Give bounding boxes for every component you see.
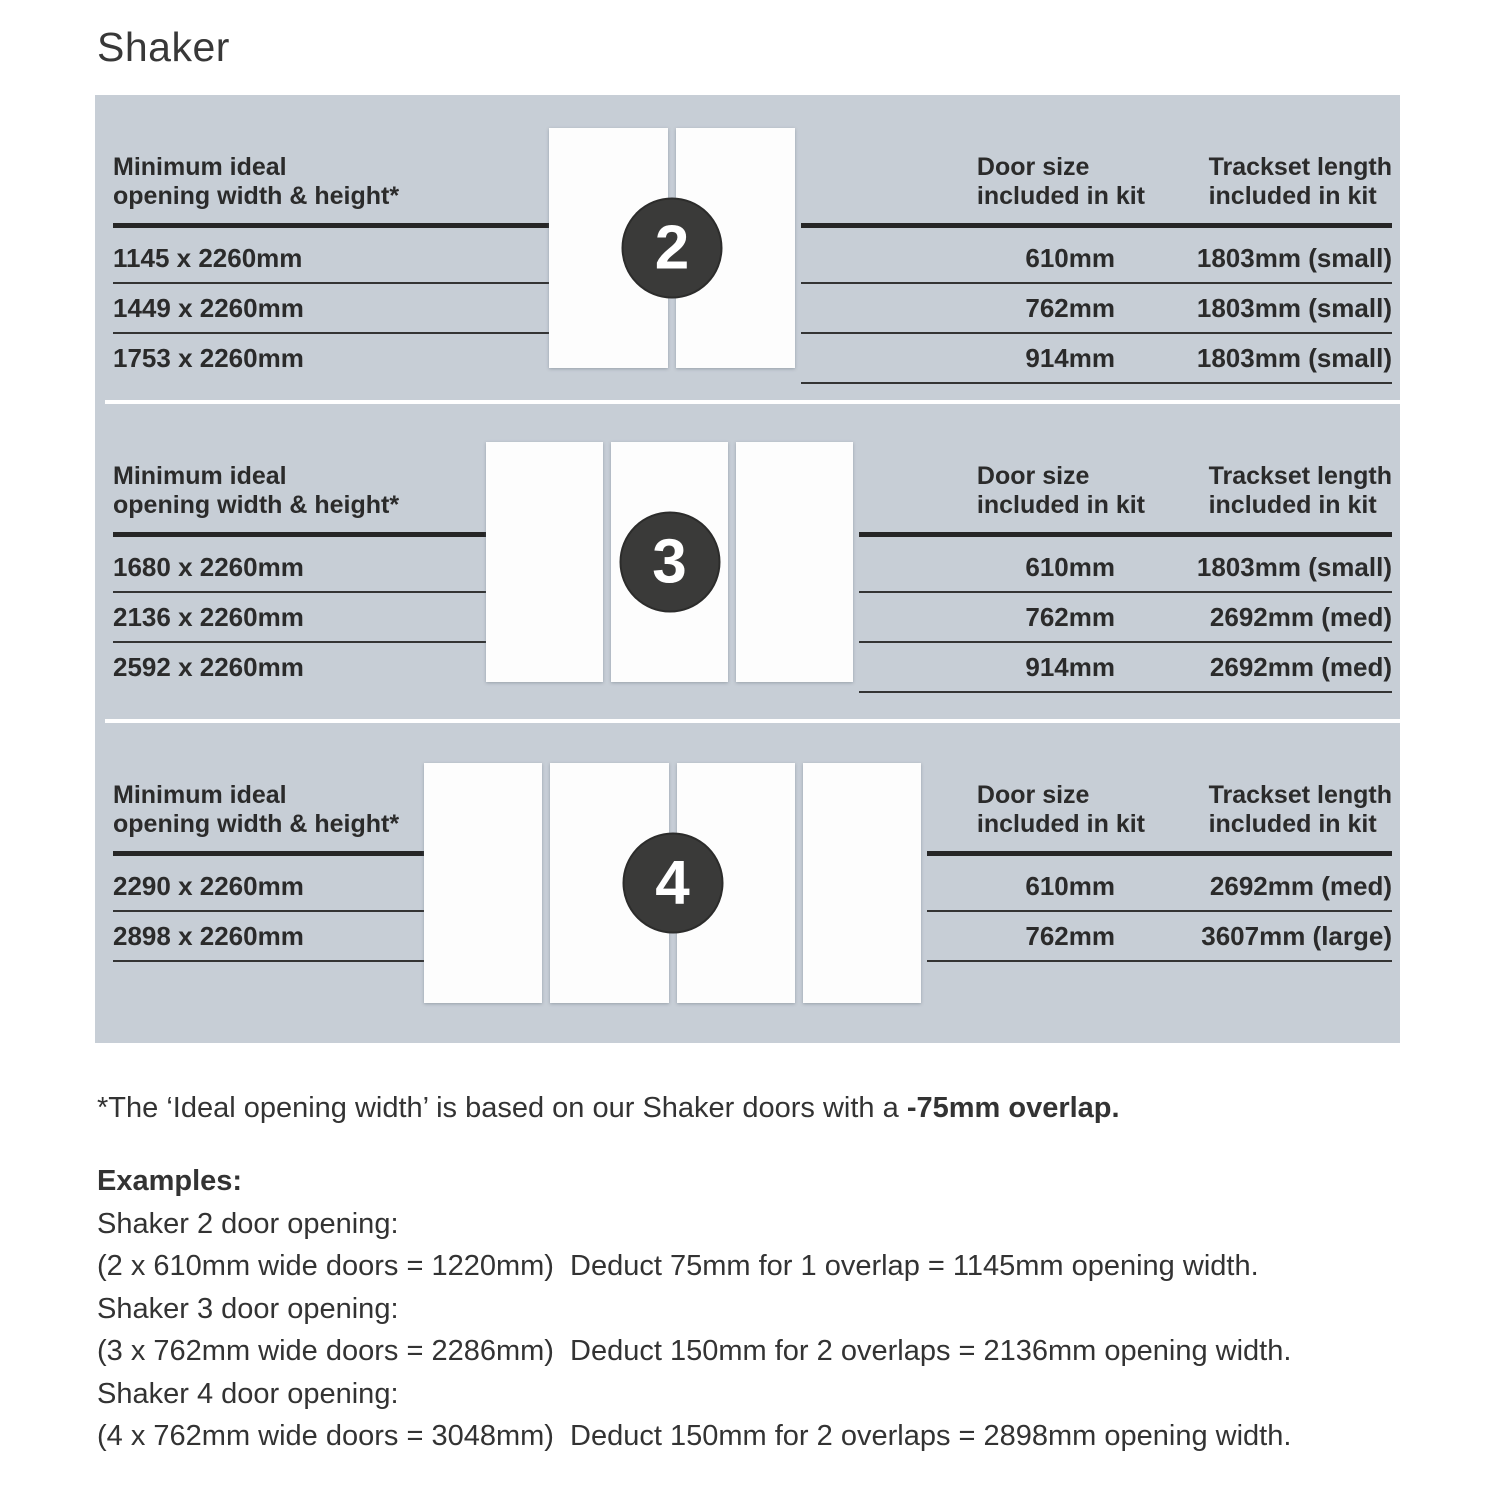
door-panel — [486, 442, 603, 682]
trackset-value: 1803mm (small) — [1196, 342, 1392, 373]
door-size-column-header: Door size included in kit — [976, 153, 1145, 210]
table-row — [113, 593, 486, 643]
trackset-value: 3607mm (large) — [1201, 920, 1392, 951]
footnote — [97, 1090, 1120, 1126]
table-row — [113, 643, 486, 691]
opening-size-value: 1680 x 2260mm — [113, 551, 304, 582]
table-row — [113, 543, 486, 593]
table-row — [113, 912, 424, 962]
door-size-value: 610mm — [1025, 551, 1115, 582]
kit-row — [801, 334, 1392, 384]
kit-row — [801, 234, 1392, 284]
door-count-badge: 4 — [622, 833, 723, 934]
trackset-value: 1803mm (small) — [1196, 292, 1392, 323]
opening-header-line1: Minimum ideal — [113, 153, 287, 181]
trackset-value: 1803mm (small) — [1196, 551, 1392, 582]
kit-row — [859, 593, 1392, 643]
section-2-door — [95, 95, 1400, 400]
opening-size-value: 1449 x 2260mm — [113, 292, 304, 323]
opening-size-value: 1753 x 2260mm — [113, 342, 304, 373]
door-panel — [424, 763, 542, 1003]
kit-table — [927, 723, 1392, 1043]
door-illustration-3-doors — [486, 404, 853, 719]
door-panel — [736, 442, 853, 682]
kit-table — [859, 404, 1392, 719]
door-size-value: 610mm — [1025, 870, 1115, 901]
page-title: Shaker — [97, 24, 230, 70]
trackset-column-header: Trackset length included in kit — [1208, 462, 1392, 519]
opening-size-value: 2136 x 2260mm — [113, 601, 304, 632]
door-count-badge: 2 — [622, 197, 723, 298]
trackset-value: 2692mm (med) — [1209, 601, 1392, 632]
door-size-value: 914mm — [1025, 342, 1115, 373]
kit-table — [801, 95, 1392, 400]
opening-table — [113, 95, 549, 400]
opening-size-value: 2290 x 2260mm — [113, 870, 304, 901]
spec-panel — [95, 95, 1400, 1043]
kit-row — [927, 862, 1392, 912]
examples-block — [97, 1160, 1291, 1458]
door-size-column-header: Door size included in kit — [976, 781, 1145, 838]
door-size-column-header: Door size included in kit — [976, 462, 1145, 519]
table-row — [113, 862, 424, 912]
door-size-value: 762mm — [1025, 920, 1115, 951]
opening-column-header — [113, 404, 486, 537]
table-row — [113, 334, 549, 382]
example-line: Shaker 4 door opening: — [97, 1377, 399, 1410]
opening-header-line2: opening width & height* — [113, 491, 400, 519]
trackset-column-header: Trackset length included in kit — [1208, 153, 1392, 210]
opening-table — [113, 404, 486, 719]
door-size-value: 914mm — [1025, 651, 1115, 682]
examples-heading: Examples: — [97, 1165, 243, 1197]
door-count-badge: 3 — [619, 511, 720, 612]
opening-header-line2: opening width & height* — [113, 182, 400, 210]
trackset-value: 2692mm (med) — [1209, 651, 1392, 682]
opening-header-line1: Minimum ideal — [113, 781, 287, 809]
footnote-bold-text: -75mm overlap. — [906, 1092, 1120, 1124]
opening-column-header — [113, 95, 549, 228]
table-row — [113, 234, 549, 284]
kit-row — [859, 643, 1392, 693]
opening-table — [113, 723, 424, 1043]
door-panel — [803, 763, 921, 1003]
example-line: Shaker 3 door opening: — [97, 1292, 399, 1325]
opening-column-header — [113, 723, 424, 856]
door-size-value: 762mm — [1025, 292, 1115, 323]
kit-row — [801, 284, 1392, 334]
trackset-value: 1803mm (small) — [1196, 242, 1392, 273]
door-size-value: 610mm — [1025, 242, 1115, 273]
kit-row — [927, 912, 1392, 962]
example-line: (4 x 762mm wide doors = 3048mm) Deduct 150mm for 2 overlaps = 2898mm opening width. — [97, 1420, 1292, 1452]
footnote-text: *The ‘Ideal opening width’ is based on our Shaker doors with a — [97, 1092, 907, 1124]
example-line: (2 x 610mm wide doors = 1220mm) Deduct 75mm for 1 overlap = 1145mm opening width. — [97, 1250, 1259, 1282]
opening-size-value: 2898 x 2260mm — [113, 920, 304, 951]
example-line: (3 x 762mm wide doors = 2286mm) Deduct 150mm for 2 overlaps = 2136mm opening width. — [97, 1335, 1292, 1367]
kit-row — [859, 543, 1392, 593]
opening-header-line1: Minimum ideal — [113, 462, 287, 490]
opening-size-value: 1145 x 2260mm — [113, 242, 303, 273]
door-illustration-4-doors — [424, 723, 921, 1043]
opening-size-value: 2592 x 2260mm — [113, 651, 304, 682]
section-4-door — [95, 723, 1400, 1043]
section-3-door — [95, 404, 1400, 719]
table-row — [113, 284, 549, 334]
trackset-column-header: Trackset length included in kit — [1208, 781, 1392, 838]
door-size-value: 762mm — [1025, 601, 1115, 632]
trackset-value: 2692mm (med) — [1209, 870, 1392, 901]
opening-header-line2: opening width & height* — [113, 810, 400, 838]
door-illustration-2-doors — [549, 95, 795, 400]
example-line: Shaker 2 door opening: — [97, 1207, 399, 1240]
